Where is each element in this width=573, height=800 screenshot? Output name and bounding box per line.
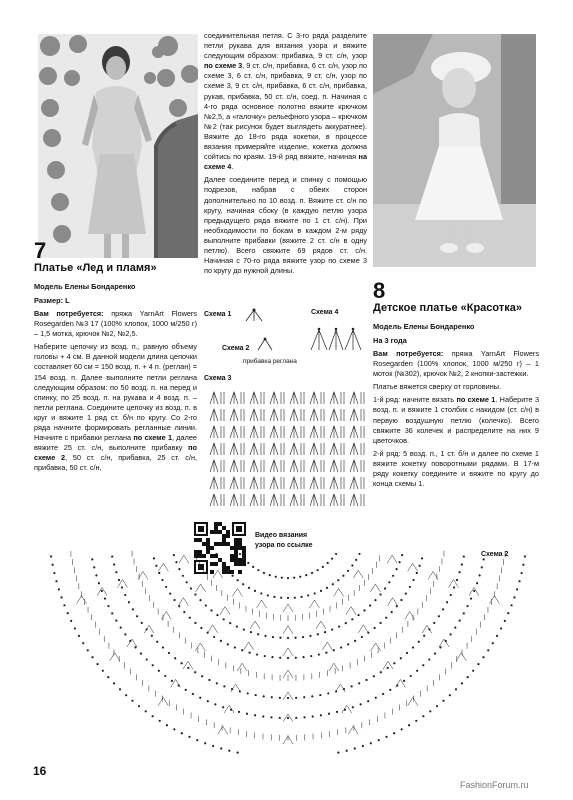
diagram-3-label: Схема 3: [204, 375, 232, 382]
diagram-4-label: Схема 4: [311, 309, 339, 316]
middle-paragraph-2: Далее соедините перед и спинку с помощью подрезов, набрав с обеих сторон дополнительно по 10 возд. п. Вяжите ст. с/н по кругу, начиная сбоку (в каждую петлю узора предыдущего ряда вяжите по 1 ст. с/н). При необходимости по бокам в каждом 2-м ряду выполните прибавки (вяжите 2 ст. с/н в одну петлю). Всего свяжите 69 рядов ст. с/н. Начиная с 70-го ряда вяжите узор по схеме 3 по кругу до нужной длины.: [204, 175, 367, 276]
photo-girl-dress: [373, 34, 536, 267]
photo-woman-dress: [38, 34, 198, 258]
left-text: [34, 309, 197, 477]
right-paragraph-3: 1-й ряд: начните вязать по схеме 1. Наберите 3 возд. п. и вяжите 1 столбик с накидом (ст. с/н) в первую воздушную петлю (колечко). Всего свяжите 36 колечек и распределите на них 9 цветочков.: [373, 395, 540, 445]
qr-caption-2: узора по ссылке: [255, 542, 313, 549]
page-number: 16: [33, 764, 47, 778]
watermark: FashionForum.ru: [460, 780, 529, 790]
left-model-author: Модель Елены Бондаренко: [34, 282, 136, 291]
diagram-2-label: Схема 2: [222, 345, 250, 352]
middle-text: [204, 31, 367, 279]
right-paragraph-2: Платье вяжется сверху от горловины.: [373, 382, 502, 392]
right-paragraph-4: 2-й ряд: 5 возд. п., 1 ст. б/н и далее по схеме 1 вяжите кокетку поворотными рядами. В 17-м ряду кокетку соедините и вяжите по кругу до конца схемы 1.: [373, 448, 539, 489]
diagram-1: [243, 307, 265, 323]
right-paragraph-1: Вам потребуется: пряжа YarnArt Flowers Rosegarden (100% хлопок, 1000 м/250 г) – 1 моток (№302), крючок №2, 2 кнопки-застежки.: [373, 349, 539, 379]
right-size: На 3 года: [373, 336, 407, 345]
left-paragraph-2: Наберите цепочку из возд. п., равную объему головы + 4 см. В данной модели длина цепочки составляет 60 см = 150 возд. п. + 4 п. (реглан) = 154 возд. п. Далее выполните петли реглана следующим образом: по 50 возд. п. на перед и спинку, по 25 возд. п. на рукава и 4 возд. п. – петли реглана. Соедините цепочку из возд. п. в круг и вяжите 1 ряд ст. б/н по кругу. Со 2-го ряда начните формировать регланные линии. Начните с прибавки реглана по схеме 1, далее вяжите 25 ст. с/н, выполните прибавку по схеме 2, 50 ст. с/н, прибавка, 25 ст. с/н, прибавка, 50 ст. с/н,: [34, 342, 197, 473]
right-model-author: Модель Елены Бондаренко: [373, 322, 475, 331]
model-number-7: 7: [34, 238, 47, 263]
qr-caption-1: Видео вязания: [255, 532, 308, 539]
left-size: Размер: L: [34, 296, 70, 305]
right-text: [373, 349, 539, 492]
diagram-2: [255, 336, 275, 352]
model-number-8: 8: [373, 278, 386, 303]
diagram-1-label: Схема 1: [204, 311, 232, 318]
left-paragraph-1: Вам потребуется: пряжа YarnArt Flowers Rosegarden №3 17 (100% хлопок, 1000 м/250 г) – 1,5 мотка, крючок №2, №2,5.: [34, 309, 197, 339]
big-yoke-diagram: [28, 548, 548, 758]
right-title: Детское платье «Красотка»: [373, 302, 522, 314]
left-title: Платье «Лед и пламя»: [34, 262, 157, 274]
diagram-4: [305, 320, 367, 354]
big-diagram-label: Схема 2: [481, 551, 509, 558]
diagram-3: [204, 386, 367, 512]
middle-paragraph-1: соединительная петля. С 3-го ряда разделите петли рукава для вязания узора и вяжите следующим образом: прибавка, 9 ст. с/н, узор по схеме 3, 9 ст. с/н, прибавка, 6 ст. с/н, узор по схеме 3, 6 ст. с/н, прибавка, 9 ст. с/н, узор по схеме 3, 9 ст. с/н, прибавка, 6 ст. с/н, прибавка, рукав, прибавка, 50 ст. с/н, соед. п. Начиная с 4-го ряда основное полотно вяжите крючком №2,5, а «галочку» рельефного узора – крючком №2 (так рисунок будет выглядеть аккуратнее). Вяжите до 18-го ряда кокетки, в процессе вязания примеряйте изделие, кокетка должна сойтись по краям. 19-й ряд вяжите, начиная на схеме 4.: [204, 31, 368, 172]
raglan-label: прибавка реглана: [243, 358, 297, 365]
